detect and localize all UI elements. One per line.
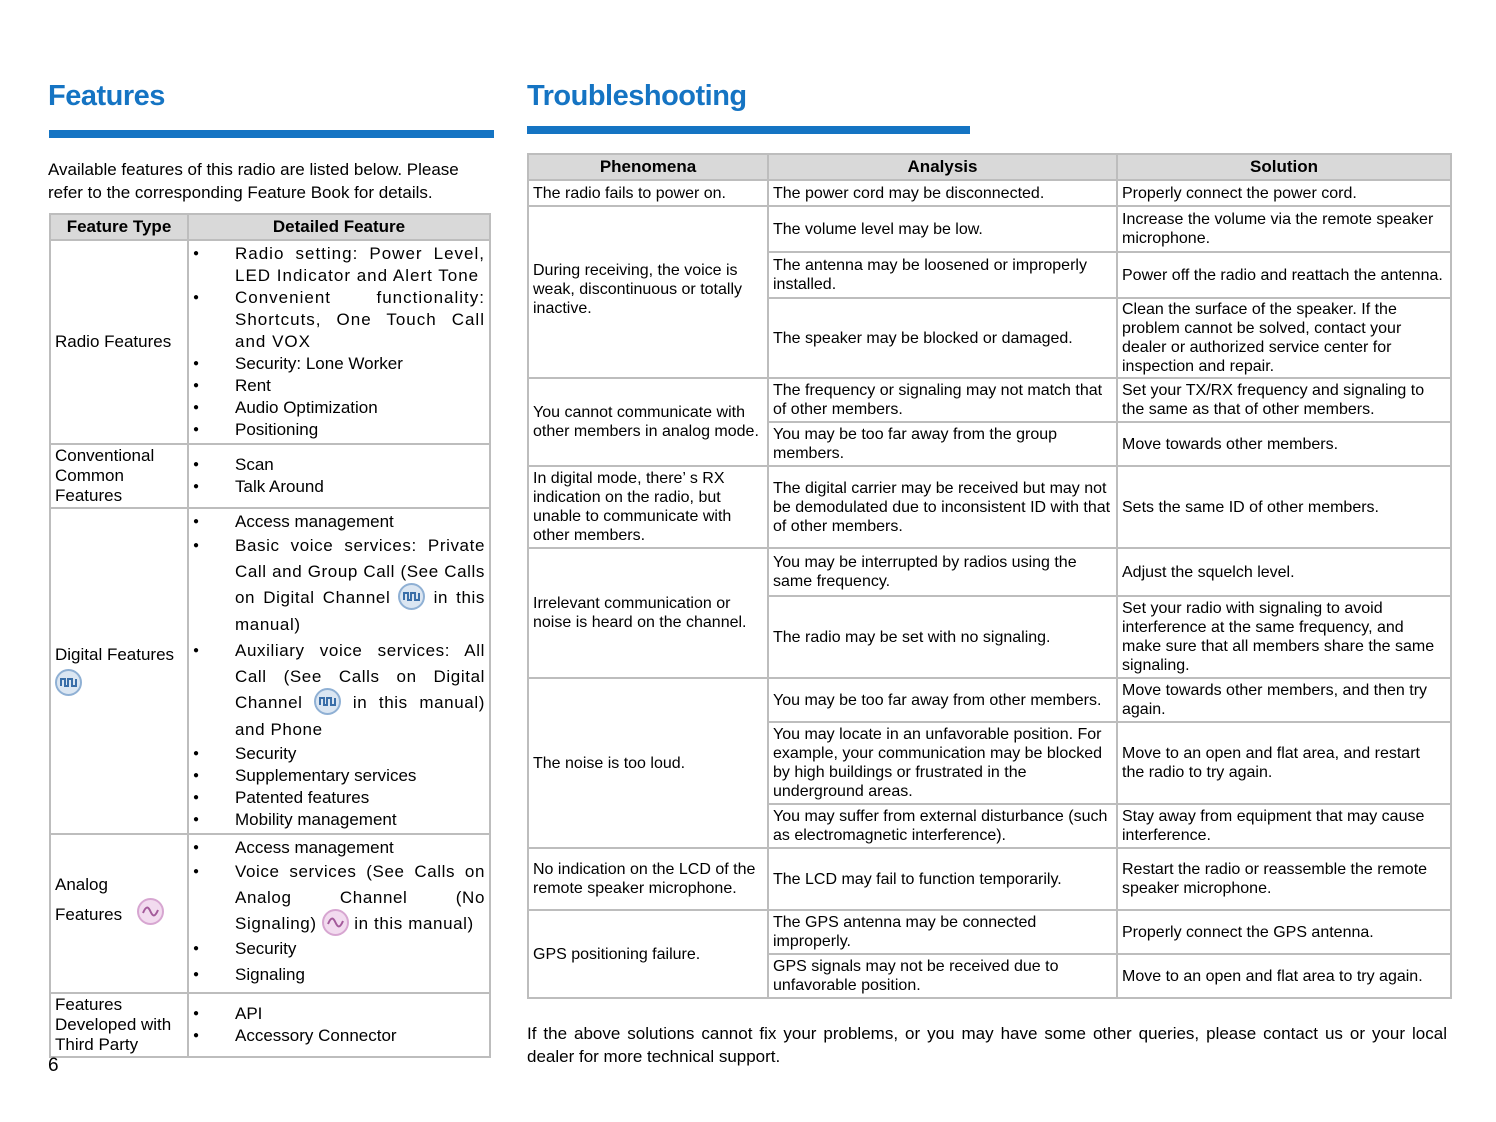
- list-item: ● Auxiliary voice services: All Call (See Calls on Digital Channel in this manual) and Phone: [189, 638, 485, 743]
- list-item: ● Security: [189, 938, 485, 960]
- list-item: ● Audio Optimization: [189, 397, 485, 419]
- solution-cell: Sets the same ID of other members.: [1117, 466, 1451, 548]
- analysis-cell: The power cord may be disconnected.: [768, 180, 1117, 206]
- analysis-cell: The speaker may be blocked or damaged.: [768, 298, 1117, 378]
- feature-type: Digital Features: [55, 644, 175, 664]
- feature-type: Features Developed with Third Party: [50, 993, 188, 1057]
- list-item: ● Basic voice services: Private Call and Group Call (See Calls on Digital Channel in this manual): [189, 533, 485, 638]
- list-item: ● Mobility management: [189, 809, 485, 831]
- solution-cell: Properly connect the GPS antenna.: [1117, 910, 1451, 954]
- list-item: ● Signaling: [189, 960, 485, 990]
- solution-cell: Properly connect the power cord.: [1117, 180, 1451, 206]
- solution-cell: Move to an open and flat area, and restart the radio to try again.: [1117, 722, 1451, 804]
- features-header-row: [50, 214, 490, 240]
- phenomena-cell: In digital mode, there’ s RX indication on the radio, but unable to communicate with other members.: [528, 466, 768, 548]
- analysis-cell: You may be interrupted by radios using the same frequency.: [768, 548, 1117, 596]
- table-row: [528, 378, 1451, 422]
- analysis-cell: The GPS antenna may be connected improperly.: [768, 910, 1117, 954]
- solution-cell: Set your radio with signaling to avoid interference at the same frequency, and make sure that all members share the same signaling.: [1117, 596, 1451, 678]
- table-row: [50, 240, 490, 444]
- header-phenomena: Phenomena: [528, 154, 768, 180]
- analysis-cell: You may suffer from external disturbance (such as electromagnetic interference).: [768, 804, 1117, 848]
- solution-cell: Move towards other members.: [1117, 422, 1451, 466]
- solution-cell: Adjust the squelch level.: [1117, 548, 1451, 596]
- solution-cell: Increase the volume via the remote speaker microphone.: [1117, 206, 1451, 252]
- table-row: [528, 548, 1451, 596]
- table-row: [528, 180, 1451, 206]
- feature-list: [189, 1003, 485, 1047]
- feature-list: [189, 243, 485, 441]
- feature-type: Analog Features: [55, 875, 123, 925]
- table-row: [528, 466, 1451, 548]
- table-row: [528, 910, 1451, 954]
- troubleshooting-footer: If the above solutions cannot fix your problems, or you may have some other queries, please contact us or your local dealer for more technical support.: [527, 1024, 1447, 1066]
- troubleshooting-table: [527, 153, 1452, 999]
- analog-channel-icon: [322, 909, 349, 936]
- header-solution: Solution: [1117, 154, 1451, 180]
- analysis-cell: The radio may be set with no signaling.: [768, 596, 1117, 678]
- solution-cell: Restart the radio or reassemble the remote speaker microphone.: [1117, 848, 1451, 910]
- solution-cell: Move to an open and flat area to try again.: [1117, 954, 1451, 998]
- header-feature-type: Feature Type: [50, 214, 188, 240]
- troubleshooting-header-row: [528, 154, 1451, 180]
- analog-channel-icon: [137, 898, 164, 925]
- list-item: ● Access management: [189, 511, 485, 533]
- list-item: ● Security: [189, 743, 485, 765]
- solution-cell: Clean the surface of the speaker. If the problem cannot be solved, contact your dealer or authorized service center for inspection and repair.: [1117, 298, 1451, 378]
- list-item: ● Rent: [189, 375, 485, 397]
- features-title-bar: [49, 130, 494, 138]
- table-row: [528, 848, 1451, 910]
- solution-cell: Move towards other members, and then try again.: [1117, 678, 1451, 722]
- analysis-cell: The frequency or signaling may not match that of other members.: [768, 378, 1117, 422]
- list-item: ● Convenient functionality: Shortcuts, One Touch Call and VOX: [189, 287, 485, 353]
- digital-channel-icon: [398, 583, 425, 610]
- solution-cell: Set your TX/RX frequency and signaling to the same as that of other members.: [1117, 378, 1451, 422]
- feature-list: [189, 454, 485, 498]
- table-row: [50, 993, 490, 1057]
- phenomena-cell: During receiving, the voice is weak, discontinuous or totally inactive.: [528, 206, 768, 378]
- troubleshooting-title-bar: [527, 126, 970, 134]
- digital-channel-icon: [55, 669, 82, 696]
- list-item: ● Security: Lone Worker: [189, 353, 485, 375]
- table-row: [50, 508, 490, 834]
- phenomena-cell: Irrelevant communication or noise is heard on the channel.: [528, 548, 768, 678]
- phenomena-cell: No indication on the LCD of the remote speaker microphone.: [528, 848, 768, 910]
- analysis-cell: The LCD may fail to function temporarily.: [768, 848, 1117, 910]
- analysis-cell: The digital carrier may be received but may not be demodulated due to inconsistent ID with that of other members.: [768, 466, 1117, 548]
- list-item: ● Access management: [189, 837, 485, 859]
- features-table: [49, 213, 491, 1058]
- table-row: [528, 678, 1451, 722]
- list-item: ● Voice services (See Calls on Analog Channel (No Signaling) in this manual): [189, 859, 485, 938]
- page-number: 6: [48, 1055, 59, 1076]
- feature-list: [189, 837, 485, 990]
- features-title: Features: [48, 80, 165, 112]
- list-item: ● Positioning: [189, 419, 485, 441]
- analysis-cell: The antenna may be loosened or improperly installed.: [768, 252, 1117, 298]
- analysis-cell: You may locate in an unfavorable position. For example, your communication may be blocked by high buildings or frustrated in the underground areas.: [768, 722, 1117, 804]
- phenomena-cell: GPS positioning failure.: [528, 910, 768, 998]
- list-item: ● Patented features: [189, 787, 485, 809]
- table-row: [50, 834, 490, 993]
- solution-cell: Power off the radio and reattach the antenna.: [1117, 252, 1451, 298]
- features-intro: Available features of this radio are listed below. Please refer to the corresponding Feature Book for details.: [48, 160, 459, 202]
- phenomena-cell: You cannot communicate with other members in analog mode.: [528, 378, 768, 466]
- digital-channel-icon: [314, 688, 341, 715]
- list-item: ● Scan: [189, 454, 485, 476]
- table-row: [50, 444, 490, 508]
- header-analysis: Analysis: [768, 154, 1117, 180]
- list-item: ● Radio setting: Power Level, LED Indicator and Alert Tone: [189, 243, 485, 287]
- troubleshooting-title: Troubleshooting: [527, 80, 747, 112]
- solution-cell: Stay away from equipment that may cause interference.: [1117, 804, 1451, 848]
- header-detailed-feature: Detailed Feature: [188, 214, 490, 240]
- feature-type: Radio Features: [50, 240, 188, 444]
- list-item: ● Supplementary services: [189, 765, 485, 787]
- analysis-cell: GPS signals may not be received due to unfavorable position.: [768, 954, 1117, 998]
- list-item: ● API: [189, 1003, 485, 1025]
- phenomena-cell: The noise is too loud.: [528, 678, 768, 848]
- table-row: [528, 206, 1451, 252]
- feature-type: Conventional Common Features: [50, 444, 188, 508]
- phenomena-cell: The radio fails to power on.: [528, 180, 768, 206]
- analysis-cell: The volume level may be low.: [768, 206, 1117, 252]
- feature-list: [189, 511, 485, 831]
- analysis-cell: You may be too far away from the group members.: [768, 422, 1117, 466]
- list-item: ● Talk Around: [189, 476, 485, 498]
- list-item: ● Accessory Connector: [189, 1025, 485, 1047]
- analysis-cell: You may be too far away from other members.: [768, 678, 1117, 722]
